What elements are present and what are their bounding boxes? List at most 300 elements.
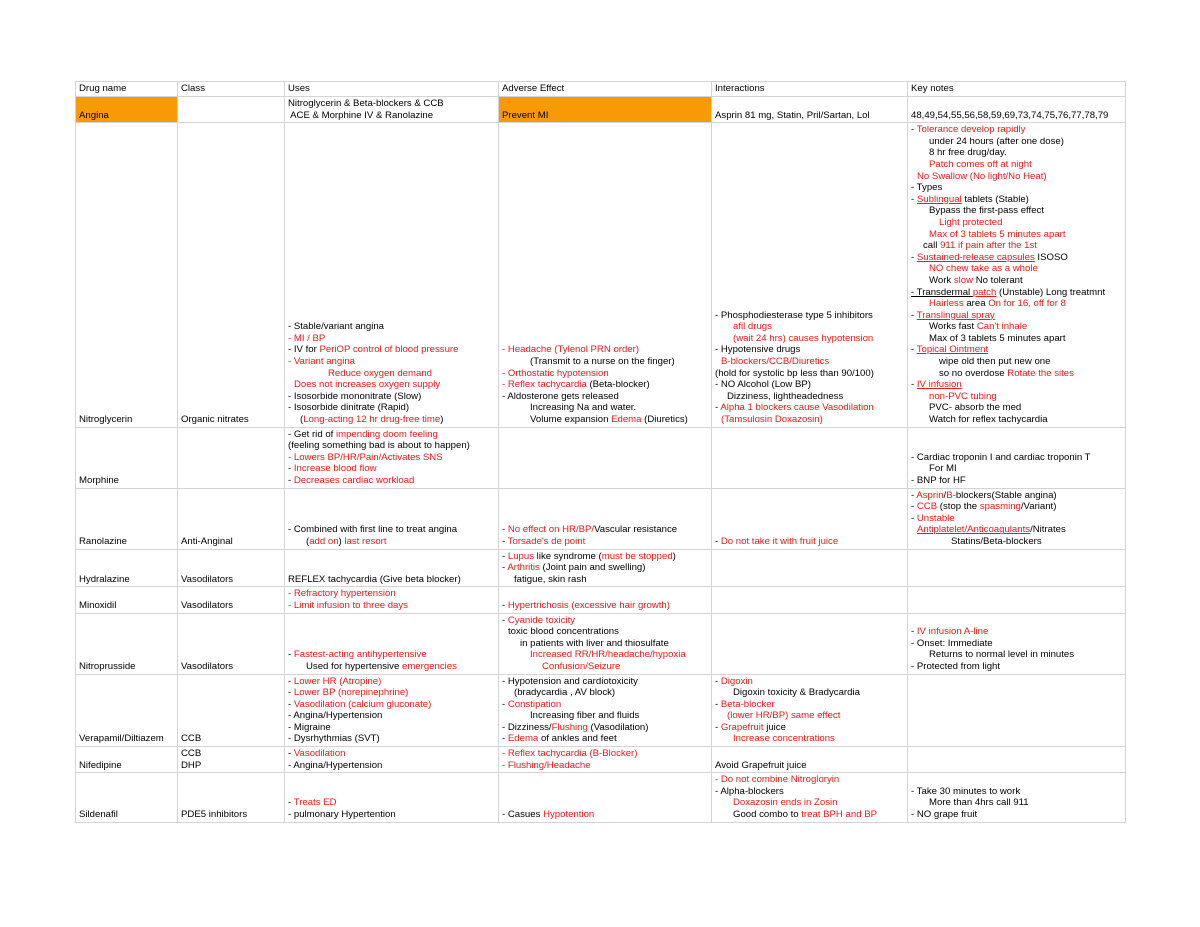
drug-class-cell (178, 613, 285, 674)
adverse-effect-line (502, 344, 708, 356)
text-run: - Hypotension and cardiotoxicity (502, 675, 638, 687)
key-notes-line (911, 136, 1122, 148)
uses-cell (285, 549, 499, 587)
drug-row (76, 488, 1126, 549)
drug-class: Organic nitrates (181, 414, 249, 426)
text-run: Lower BP (norepinephrine) (293, 687, 409, 699)
drug-row (76, 123, 1126, 427)
text-run: tablets (Stable) (961, 193, 1029, 205)
drug-class: PDE5 inhibitors (181, 809, 248, 821)
drug-class: Vasodilators (181, 660, 234, 672)
text-run: blockers(Stable angina) (955, 489, 1057, 501)
angina-adverse: Prevent MI (502, 109, 549, 121)
interactions-line (715, 699, 904, 711)
text-run: so no overdose (939, 367, 1008, 379)
uses-cell (285, 488, 499, 549)
text-run: - Get rid of (288, 428, 336, 440)
key-notes-line (911, 252, 1122, 264)
interactions-cell (712, 747, 908, 773)
key-notes-line (911, 638, 1122, 650)
text-run: Hypertrichosis (excessive hair growth) (507, 599, 670, 611)
text-run: ) (338, 535, 345, 547)
drug-name-sildenafil: Sildenafil (79, 809, 118, 821)
text-run: Tolerance develop rapidly (916, 124, 1026, 136)
uses-line (288, 524, 495, 536)
text-run: Flushing (551, 721, 588, 733)
text-run: No Swallow (No light/No Heat) (917, 170, 1047, 182)
drug-name-cell (76, 123, 178, 427)
text-run: - Stable/variant angina (288, 321, 384, 333)
interactions-line (715, 809, 904, 821)
angina-interactions-cell (712, 97, 908, 123)
text-run: Max of 3 tablets 5 minutes apart (929, 228, 1066, 240)
text-run: (stop the (937, 501, 980, 513)
text-run: Watch for reflex tachycardia (929, 414, 1048, 426)
uses-line (288, 356, 495, 368)
drug-row (76, 773, 1126, 822)
interactions-line (715, 321, 904, 333)
text-run: - Take 30 minutes to work (911, 785, 1021, 797)
key-notes-line (911, 194, 1122, 206)
text-run: B-blockers/CCB/Diuretics (721, 356, 830, 368)
text-run: (Diuretics) (641, 414, 688, 426)
text-run: emergencies (401, 660, 457, 672)
text-run: Torsade's de point (507, 535, 586, 547)
interactions-cell (712, 773, 908, 822)
key-notes-line (911, 452, 1122, 464)
interactions-line (715, 733, 904, 745)
interactions-line (715, 797, 904, 809)
adverse-effect-line (502, 368, 708, 380)
text-run: - (288, 675, 294, 687)
drug-class: CCB (181, 733, 202, 745)
key-notes-cell (908, 123, 1126, 427)
text-run: juice (763, 721, 786, 733)
text-run: Constipation (507, 698, 562, 710)
interactions-cell (712, 123, 908, 427)
key-notes-cell (908, 488, 1126, 549)
adverse-effect-line (502, 356, 708, 368)
key-notes-line (911, 524, 1122, 536)
drug-class-cell (178, 674, 285, 747)
key-notes-line (911, 809, 1122, 821)
uses-line (288, 379, 495, 391)
adverse-effect-cell (499, 123, 712, 427)
drug-table (75, 81, 1126, 823)
uses-line (288, 710, 495, 722)
text-run: - (715, 698, 721, 710)
uses-cell (285, 747, 499, 773)
text-run: Increase concentrations (733, 733, 835, 745)
text-run: ( (306, 535, 310, 547)
text-run: non-PVC tubing (929, 390, 997, 402)
text-run: Increased RR/HR/headache/hypoxia (530, 649, 686, 661)
adverse-effect-cell (499, 587, 712, 613)
text-run: - Combined with first line to treat angina (288, 524, 458, 536)
text-run: like syndrome ( (534, 550, 602, 562)
text-run: - Phosphodiesterase type 5 inhibitors (715, 309, 873, 321)
interactions-cell (712, 488, 908, 549)
key-notes-line (911, 344, 1122, 356)
key-notes-line (911, 124, 1122, 136)
text-run: No effect on HR/BP/ (507, 524, 595, 536)
uses-line (288, 797, 495, 809)
drug-name-cell (76, 427, 178, 488)
adverse-effect-line (502, 710, 708, 722)
text-run: Long-acting 12 hr drug-free time (303, 414, 441, 426)
text-run: 8 hr free drug/day. (929, 147, 1007, 159)
text-run: Asprin (916, 489, 944, 501)
drug-name-ranolazine: Ranolazine (79, 535, 128, 547)
text-run: Treats ED (293, 797, 337, 809)
text-run: (wait 24 hrs) causes hypotension (733, 332, 874, 344)
drug-name-cell (76, 674, 178, 747)
text-run: Does not increases oxygen supply (294, 379, 441, 391)
adverse-effect-cell (499, 747, 712, 773)
uses-cell (285, 773, 499, 822)
text-run: - (911, 489, 917, 501)
uses-cell (285, 674, 499, 747)
uses-line (288, 463, 495, 475)
text-run: fatigue, skin rash (514, 573, 587, 585)
text-run: Doxazosin ends in Zosin (733, 797, 838, 809)
drug-class-cell (178, 747, 285, 773)
text-run: CCB (916, 501, 938, 513)
adverse-effect-line (502, 733, 708, 745)
text-run: of ankles and feet (538, 733, 617, 745)
text-run: Do not take it with fruit juice (720, 535, 839, 547)
uses-cell (285, 613, 499, 674)
drug-name-nitroprusside: Nitroprusside (79, 660, 136, 672)
text-run: - (715, 402, 721, 414)
text-run: Patch comes off at night (929, 158, 1032, 170)
text-run: - Dysrhythmias (SVT) (288, 733, 380, 745)
text-run: - (715, 721, 721, 733)
text-run: IV infusion (916, 379, 962, 391)
text-run: ( (300, 414, 304, 426)
text-run: - (911, 344, 917, 356)
header-drug-name: Drug name (76, 82, 178, 97)
adverse-effect-cell (499, 773, 712, 822)
angina-row (76, 97, 1126, 123)
interactions-line (715, 687, 904, 699)
adverse-effect-cell (499, 488, 712, 549)
text-run: Max of 3 tablets 5 minutes (929, 332, 1041, 344)
text-run: - Migraine (288, 721, 331, 733)
drug-row (76, 587, 1126, 613)
text-run: - Refractory hypertension (288, 588, 396, 600)
text-run: under 24 hours (after one dose) (929, 135, 1064, 147)
text-run: (Tamsulosin Doxazosin) (721, 414, 823, 426)
interactions-line (715, 710, 904, 722)
text-run: - Isosorbide dinitrate (Rapid) (288, 402, 410, 414)
text-run: ISOSO (1034, 251, 1068, 263)
text-run: - Reflex tachycardia (502, 379, 587, 391)
drug-name-cell (76, 488, 178, 549)
angina-keynotes: 48,49,54,55,56,58,59,69,73,74,75,76,77,78,79 (911, 109, 1109, 121)
text-run: Sublingual (916, 193, 962, 205)
text-run: (hold for systolic bp less than 90/100) (715, 367, 874, 379)
text-run: - Headache (Tylenol PRN order) (502, 344, 640, 356)
adverse-effect-line (502, 524, 708, 536)
interactions-line (715, 722, 904, 734)
text-run: patch (972, 286, 997, 298)
text-run: Increasing fiber and fluids (530, 710, 640, 722)
key-notes-cell (908, 674, 1126, 747)
text-run: Volume expansion (530, 414, 612, 426)
text-run: - (502, 599, 508, 611)
text-run: - Transdermal (911, 286, 973, 298)
text-run: - (502, 733, 508, 745)
header-uses: Uses (285, 82, 499, 97)
text-run: Edema (611, 414, 642, 426)
key-notes-line (911, 240, 1122, 252)
text-run: - (502, 524, 508, 536)
adverse-effect-cell (499, 613, 712, 674)
drug-name-minoxidil: Minoxidil (79, 599, 117, 611)
text-run: last resort (344, 535, 387, 547)
uses-line (288, 344, 495, 356)
uses-line (288, 722, 495, 734)
adverse-effect-line (502, 760, 708, 772)
interactions-line (715, 786, 904, 798)
text-run: area (963, 298, 989, 310)
text-run: Hairless (929, 298, 964, 310)
adverse-effect-line (502, 661, 708, 673)
text-run: - (288, 748, 294, 760)
text-run: - (502, 535, 508, 547)
text-run: Increase blood flow (293, 463, 377, 475)
uses-line (288, 429, 495, 441)
text-run: - Cardiac troponin I and cardiac troponin T (911, 451, 1091, 463)
text-run: - (911, 251, 917, 263)
uses-line (288, 809, 495, 821)
key-notes-line (911, 287, 1122, 299)
uses-cell (285, 587, 499, 613)
drug-name-cell (76, 587, 178, 613)
adverse-effect-line (502, 615, 708, 627)
angina-interactions: Asprin 81 mg, Statin, Pril/Sartan, Lol (715, 109, 870, 121)
text-run: - Do not combine Nitrogloryin (715, 774, 840, 786)
text-run: impending doom feeling (335, 428, 438, 440)
text-run: /Variant) (1020, 501, 1057, 513)
uses-line (288, 699, 495, 711)
adverse-effect-line (502, 676, 708, 688)
text-run: afil drugs (733, 321, 772, 333)
text-run: - Onset: Immediate (911, 637, 993, 649)
key-notes-line (911, 147, 1122, 159)
key-notes-line (911, 797, 1122, 809)
key-notes-line (911, 275, 1122, 287)
text-run: Can't inhale (976, 321, 1028, 333)
key-notes-line (911, 391, 1122, 403)
interactions-line (715, 356, 904, 368)
drug-row (76, 747, 1126, 773)
text-run: - (288, 698, 294, 710)
angina-uses-cell (285, 97, 499, 123)
text-run: (Transmit to a nurse on the finger) (530, 356, 675, 368)
adverse-effect-line (502, 402, 708, 414)
text-run: - (288, 475, 294, 486)
text-run: - (911, 379, 917, 391)
uses-line (288, 536, 495, 548)
uses-line (288, 368, 495, 380)
adverse-effect-cell (499, 674, 712, 747)
key-notes-line (911, 463, 1122, 475)
text-run: apart (1040, 332, 1066, 344)
key-notes-line (911, 205, 1122, 217)
text-run: (Joint pain and swelling) (539, 562, 646, 574)
adverse-effect-line (502, 687, 708, 699)
key-notes-line (911, 490, 1122, 502)
interactions-line (715, 379, 904, 391)
angina-adverse-cell (499, 97, 712, 123)
text-run: - (911, 309, 917, 321)
key-notes-line (911, 414, 1122, 426)
text-run: - Limit infusion to three days (288, 599, 408, 611)
text-run: Fastest-acting antihypertensive (293, 649, 427, 661)
text-run: Statins/Beta-blockers (951, 535, 1042, 547)
drug-class-cell (178, 549, 285, 587)
adverse-effect-line (502, 551, 708, 563)
text-run: - IV for (288, 344, 320, 356)
drug-class: DHP (181, 759, 202, 771)
key-notes-line (911, 536, 1122, 548)
text-run: - (288, 687, 294, 699)
key-notes-cell (908, 427, 1126, 488)
text-run: - Dizziness/ (502, 721, 552, 733)
drug-name-hydralazine: Hydralazine (79, 573, 130, 585)
text-run: Vasodilation (293, 748, 346, 760)
drug-class-cell (178, 488, 285, 549)
uses-line (288, 414, 495, 426)
text-run: (lower HR/BP) same effect (727, 710, 841, 722)
key-notes-line (911, 356, 1122, 368)
interactions-line (715, 536, 904, 548)
text-run: - NO grape fruit (911, 809, 978, 821)
text-run: 911 if pain after the 1st (940, 240, 1037, 252)
angina-class-cell (178, 97, 285, 123)
angina-keynotes-cell (908, 97, 1126, 123)
drug-row (76, 549, 1126, 587)
angina-uses-line: ACE & Morphine IV & Ranolazine (288, 109, 434, 121)
uses-line (288, 760, 495, 772)
adverse-effect-line (502, 379, 708, 391)
adverse-effect-line (502, 626, 708, 638)
text-run: Topical Ointment (916, 344, 989, 356)
interactions-line (715, 333, 904, 345)
key-notes-line (911, 786, 1122, 798)
text-run: - MI / BP (288, 332, 326, 344)
text-run: call (923, 240, 941, 252)
key-notes-line (911, 321, 1122, 333)
adverse-effect-line (502, 600, 708, 612)
interactions-line (715, 391, 904, 403)
text-run: Hypotention (543, 809, 595, 821)
interactions-line (715, 774, 904, 786)
text-run: Vascular resistance (594, 524, 678, 536)
text-run: - (288, 797, 294, 809)
text-run: (Beta-blocker) (586, 379, 650, 391)
uses-line (288, 574, 495, 586)
text-run: - Hypotensive drugs (715, 344, 801, 356)
key-notes-line (911, 513, 1122, 525)
text-run: - Flushing/Headache (502, 759, 591, 771)
drug-row (76, 674, 1126, 747)
text-run: - (502, 698, 508, 710)
text-run: - (288, 463, 294, 475)
key-notes-cell (908, 613, 1126, 674)
text-run: - Orthostatic hypotension (502, 367, 609, 379)
drug-row (76, 613, 1126, 674)
uses-line (288, 676, 495, 688)
text-run: Edema (507, 733, 539, 745)
header-row (76, 82, 1126, 97)
adverse-effect-line (502, 722, 708, 734)
interactions-line (715, 344, 904, 356)
text-run: - Lowers BP/HR/Pain/Activates SNS (288, 451, 443, 463)
adverse-effect-line (502, 638, 708, 650)
key-notes-cell (908, 549, 1126, 587)
text-run: For MI (929, 463, 957, 475)
interactions-line (715, 310, 904, 322)
drug-name-morphine: Morphine (79, 475, 119, 486)
text-run: Digoxin (720, 675, 753, 687)
adverse-effect-cell (499, 427, 712, 488)
key-notes-line (911, 501, 1122, 513)
uses-cell (285, 123, 499, 427)
text-run: - Alpha-blockers (715, 785, 784, 797)
key-notes-line (911, 475, 1122, 487)
interactions-cell (712, 613, 908, 674)
uses-line (288, 661, 495, 673)
text-run: - (911, 193, 917, 205)
text-run: IV infusion A-line (916, 626, 989, 638)
uses-line (288, 475, 495, 487)
angina-uses-line: Nitroglycerin & Beta-blockers & CCB (288, 98, 444, 109)
text-run: - (911, 501, 917, 513)
text-run: slow (953, 274, 974, 286)
text-run: Unstable (916, 512, 955, 524)
header-key-notes: Key notes (908, 82, 1126, 97)
text-run: Antiplatelet/Anticoagulants (917, 524, 1031, 536)
key-notes-cell (908, 773, 1126, 822)
text-run: - (288, 649, 294, 661)
uses-line (288, 333, 495, 345)
text-run: - (911, 124, 917, 136)
text-run: Light protected (939, 216, 1003, 228)
text-run: No tolerant (973, 274, 1023, 286)
drug-name-cell (76, 747, 178, 773)
key-notes-line (911, 171, 1122, 183)
drug-name-cell (76, 613, 178, 674)
drug-name-verapamil-diltiazem: Verapamil/Diltiazem (79, 733, 164, 745)
uses-line (288, 402, 495, 414)
uses-line (288, 391, 495, 403)
text-run: / (943, 489, 947, 501)
key-notes-cell (908, 587, 1126, 613)
text-run: Rotate the sites (1007, 367, 1074, 379)
text-run: Alpha 1 blockers cause Vasodilation (720, 402, 874, 414)
adverse-effect-line (502, 649, 708, 661)
text-run: treat BPH and BP (801, 809, 877, 821)
text-run: - Variant angina (288, 356, 356, 368)
text-run: Bypass the first-pass effect (929, 205, 1044, 217)
key-notes-line (911, 182, 1122, 194)
uses-line (288, 452, 495, 464)
angina-name: Angina (79, 109, 109, 121)
adverse-effect-line (502, 562, 708, 574)
